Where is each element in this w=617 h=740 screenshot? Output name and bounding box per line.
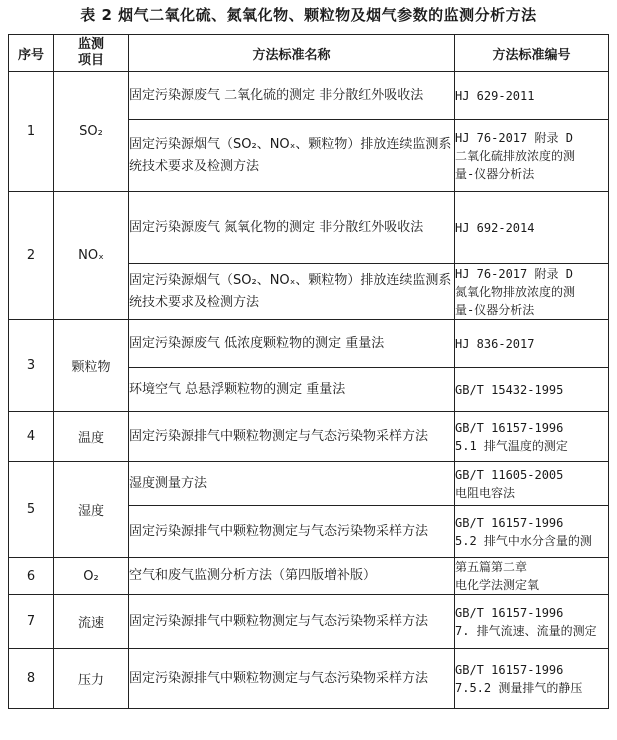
method-code-line: 量-仪器分析法 (455, 166, 535, 181)
cell-method-name: 固定污染源废气 二氧化硫的测定 非分散红外吸收法 (129, 72, 455, 120)
cell-method-code (455, 192, 609, 264)
table-row (9, 72, 609, 120)
cell-item: NOₓ (54, 192, 129, 320)
method-code-line: HJ 836-2017 (455, 336, 535, 351)
cell-item: 湿度 (54, 462, 129, 558)
table-row (9, 192, 609, 264)
cell-item: 颗粒物 (54, 320, 129, 412)
cell-method-name: 固定污染源废气 低浓度颗粒物的测定 重量法 (129, 320, 455, 368)
cell-item: 压力 (54, 649, 129, 709)
cell-seq: 3 (9, 320, 54, 412)
cell-method-name: 空气和废气监测分析方法（第四版增补版） (129, 558, 455, 595)
method-code-line: HJ 692-2014 (455, 220, 535, 235)
cell-method-name: 固定污染源排气中颗粒物测定与气态污染物采样方法 (129, 595, 455, 649)
method-code-line: GB/T 16157-1996 (455, 662, 564, 677)
method-code-line: 5.1 排气温度的测定 (455, 438, 568, 453)
table-row (9, 649, 609, 709)
cell-seq: 8 (9, 649, 54, 709)
cell-seq: 6 (9, 558, 54, 595)
method-code-line: 7. 排气流速、流量的测定 (455, 623, 597, 638)
method-code-line: 电阻电容法 (455, 485, 516, 500)
cell-method-name: 固定污染源烟气（SO₂、NOₓ、颗粒物）排放连续监测系统技术要求及检测方法 (129, 120, 455, 192)
method-code-line: GB/T 16157-1996 (455, 605, 564, 620)
header-code: 方法标准编号 (455, 35, 609, 72)
cell-method-code (455, 320, 609, 368)
method-code-line: GB/T 15432-1995 (455, 382, 564, 397)
header-name: 方法标准名称 (129, 35, 455, 72)
cell-item: 温度 (54, 412, 129, 462)
cell-method-code (455, 595, 609, 649)
method-code-line: GB/T 11605-2005 (455, 467, 564, 482)
cell-method-code (455, 412, 609, 462)
cell-method-name: 环境空气 总悬浮颗粒物的测定 重量法 (129, 368, 455, 412)
header-row (9, 35, 609, 72)
header-item-line2: 项目 (77, 53, 104, 68)
method-code-line: 5.2 排气中水分含量的测 (455, 533, 592, 548)
table-body (9, 72, 609, 709)
cell-method-code (455, 120, 609, 192)
cell-method-code (455, 368, 609, 412)
cell-method-name: 固定污染源废气 氮氧化物的测定 非分散红外吸收法 (129, 192, 455, 264)
cell-seq: 7 (9, 595, 54, 649)
methods-table (8, 34, 609, 709)
header-item (54, 35, 129, 72)
cell-seq: 5 (9, 462, 54, 558)
method-code-line: 量-仪器分析法 (455, 302, 535, 317)
method-code-line: 电化学法测定氧 (455, 578, 540, 592)
cell-method-code (455, 558, 609, 595)
table-title: 表 2 烟气二氧化硫、氮氧化物、颗粒物及烟气参数的监测分析方法 (80, 6, 537, 24)
method-code-line: HJ 76-2017 附录 D (455, 266, 573, 281)
cell-method-code (455, 462, 609, 506)
cell-method-code (455, 264, 609, 320)
method-code-line: 氮氧化物排放浓度的测 (455, 284, 576, 299)
method-code-line: GB/T 16157-1996 (455, 515, 564, 530)
cell-method-name: 固定污染源烟气（SO₂、NOₓ、颗粒物）排放连续监测系统技术要求及检测方法 (129, 264, 455, 320)
cell-item: SO₂ (54, 72, 129, 192)
method-code-line: GB/T 16157-1996 (455, 420, 564, 435)
table-row (9, 412, 609, 462)
method-code-line: 7.5.2 测量排气的静压 (455, 680, 583, 695)
header-seq: 序号 (9, 35, 54, 72)
cell-method-code (455, 72, 609, 120)
cell-method-code (455, 506, 609, 558)
method-code-line: 二氧化硫排放浓度的测 (455, 148, 576, 163)
method-code-line: 第五篇第二章 (455, 560, 528, 574)
header-item-line1: 监测 (77, 37, 104, 52)
table-row (9, 320, 609, 368)
cell-method-name: 湿度测量方法 (129, 462, 455, 506)
cell-method-name: 固定污染源排气中颗粒物测定与气态污染物采样方法 (129, 412, 455, 462)
method-code-line: HJ 76-2017 附录 D (455, 130, 573, 145)
cell-seq: 1 (9, 72, 54, 192)
table-row (9, 558, 609, 595)
table-row (9, 595, 609, 649)
cell-seq: 4 (9, 412, 54, 462)
table-row (9, 462, 609, 506)
cell-method-name: 固定污染源排气中颗粒物测定与气态污染物采样方法 (129, 506, 455, 558)
cell-item: O₂ (54, 558, 129, 595)
cell-item: 流速 (54, 595, 129, 649)
cell-method-code (455, 649, 609, 709)
cell-seq: 2 (9, 192, 54, 320)
cell-method-name: 固定污染源排气中颗粒物测定与气态污染物采样方法 (129, 649, 455, 709)
method-code-line: HJ 629-2011 (455, 88, 535, 103)
